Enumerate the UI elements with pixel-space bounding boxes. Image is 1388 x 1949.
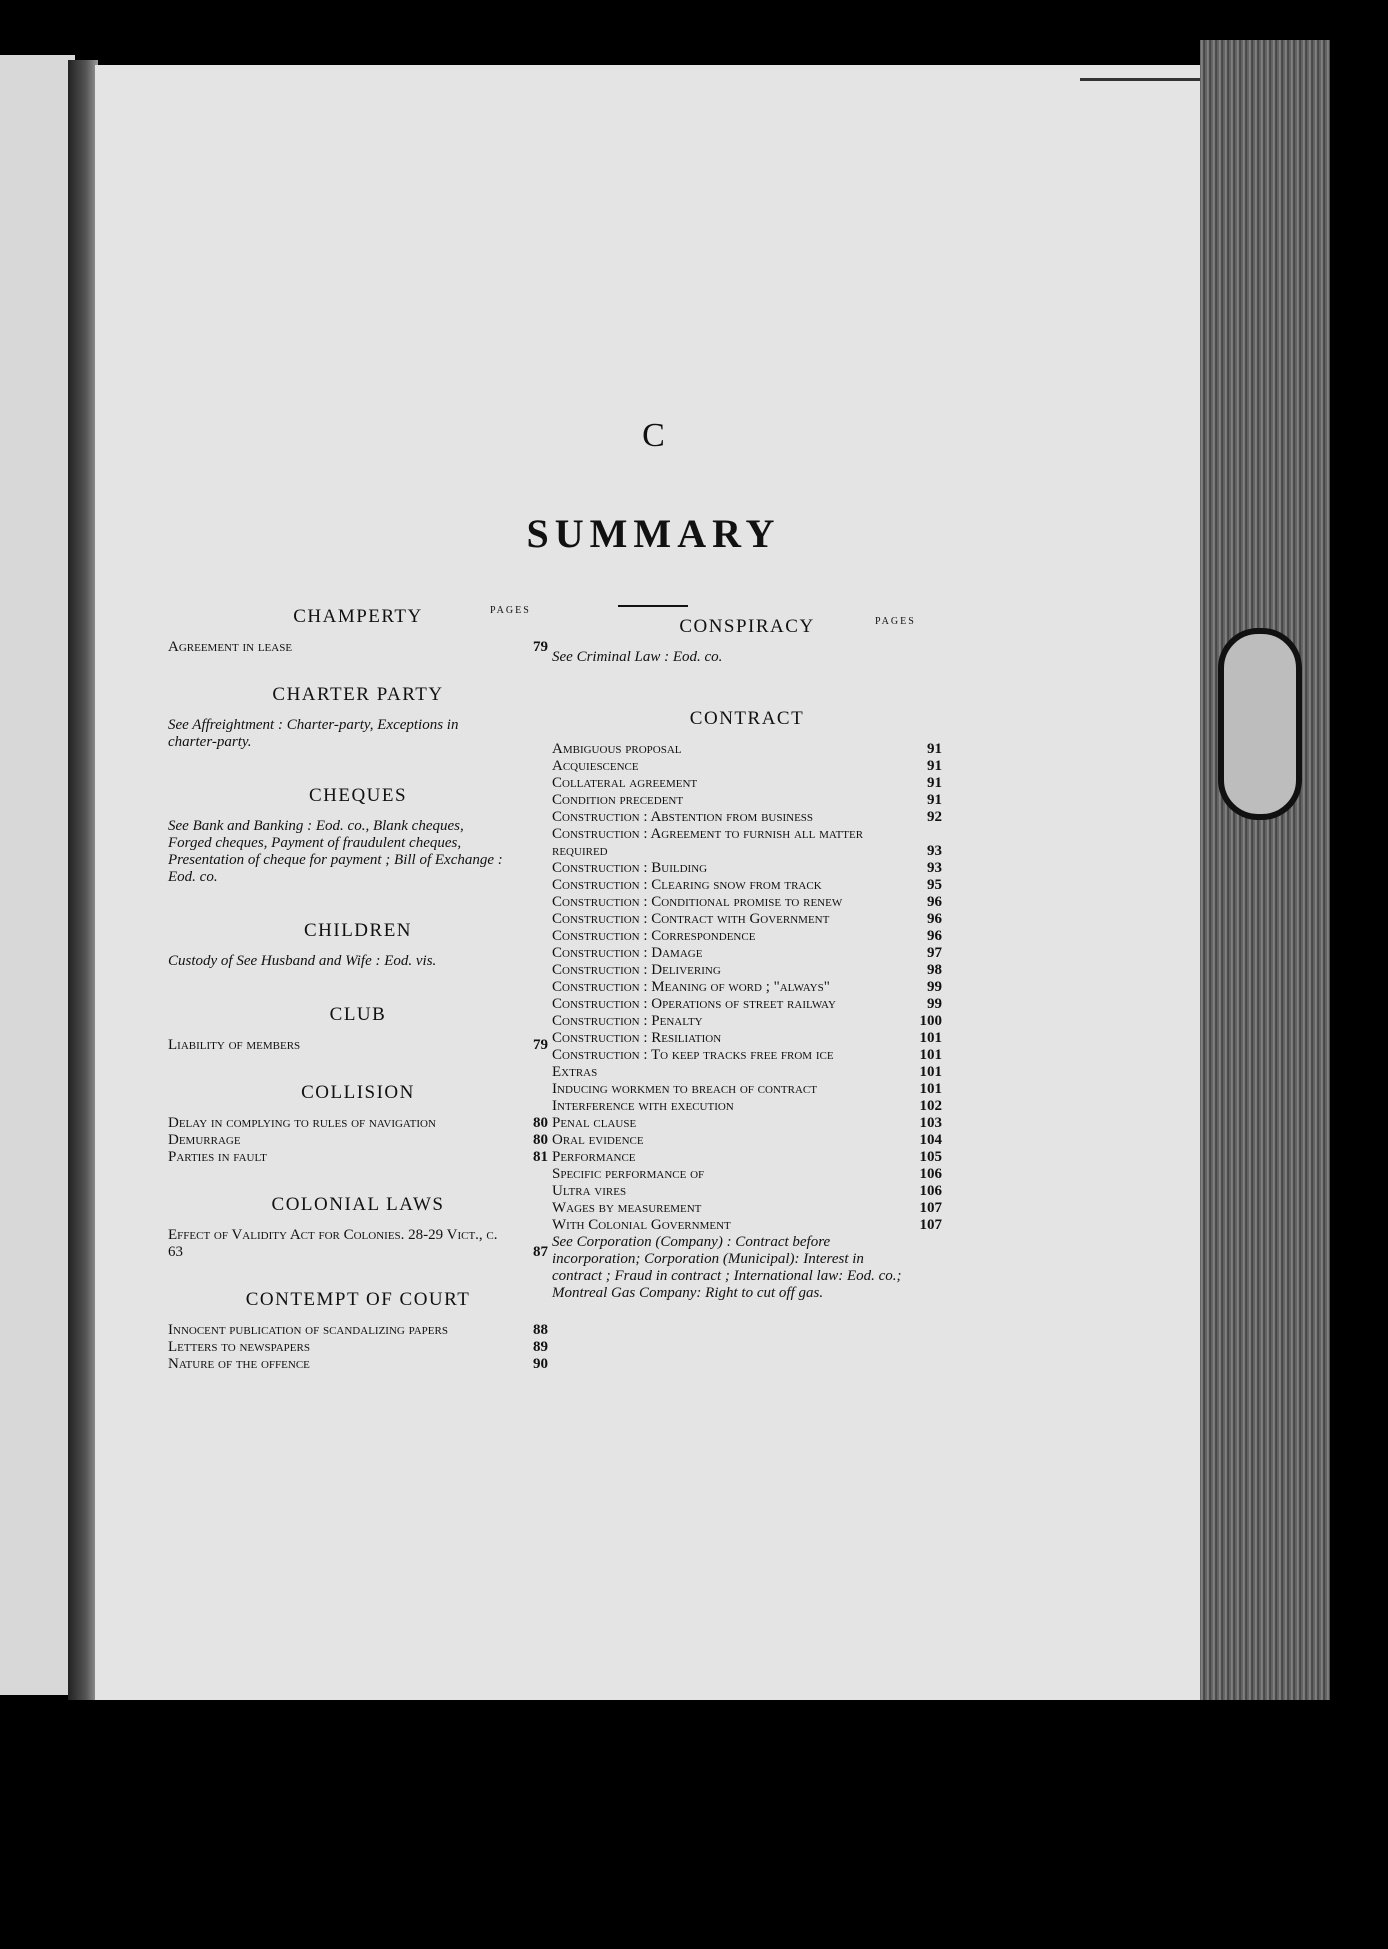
index-row: Parties in fault 81 bbox=[168, 1149, 548, 1165]
index-row: Acquiescence 91 bbox=[552, 758, 942, 774]
stamp-text bbox=[1234, 650, 1274, 790]
index-row: Construction : Conditional promise to renew 96 bbox=[552, 894, 942, 910]
index-row: Extras 101 bbox=[552, 1064, 942, 1080]
index-row: Innocent publication of scandalizing papers 88 bbox=[168, 1322, 548, 1338]
index-row: Construction : Resiliation 101 bbox=[552, 1030, 942, 1046]
index-row: Effect of Validity Act for Colonies. 28-29 Vict., c. 63 87 bbox=[168, 1227, 548, 1260]
pages-label-right: PAGES bbox=[875, 616, 916, 627]
see-reference: See Bank and Banking : Eod. co., Blank cheques, Forged cheques, Payment of fraudulent cheques, Presentation of cheque for payment ; Bill of Exchange : Eod. co. bbox=[168, 818, 503, 885]
heading-club: CLUB bbox=[329, 1004, 387, 1025]
index-row: Oral evidence 104 bbox=[552, 1132, 942, 1148]
index-row: Performance 105 bbox=[552, 1149, 942, 1165]
right-column bbox=[552, 610, 942, 1308]
summary-title: SUMMARY bbox=[526, 511, 781, 556]
index-row: Construction : Damage 97 bbox=[552, 945, 942, 961]
heading-champerty: CHAMPERTY bbox=[293, 606, 423, 627]
heading-colonial-laws: COLONIAL LAWS bbox=[271, 1194, 445, 1215]
index-row: Ultra vires 106 bbox=[552, 1183, 942, 1199]
index-row: Construction : Building 93 bbox=[552, 860, 942, 876]
index-row: Demurrage 80 bbox=[168, 1132, 548, 1148]
index-row: Construction : Contract with Government 96 bbox=[552, 911, 942, 927]
index-row: Construction : Agreement to furnish all matter required 93 bbox=[552, 826, 942, 859]
heading-contract: CONTRACT bbox=[689, 708, 805, 729]
pages-label-left: PAGES bbox=[490, 605, 531, 616]
see-reference: See Corporation (Company) : Contract before incorporation; Corporation (Municipal): Interest in contract ; Fraud in contract ; International law: Eod. co.; Montreal Gas Company: Right to cut off gas. bbox=[552, 1234, 902, 1301]
see-reference: See Criminal Law : Eod. co. bbox=[552, 649, 723, 665]
index-row: Penal clause 103 bbox=[552, 1115, 942, 1131]
index-row: Nature of the offence 90 bbox=[168, 1356, 548, 1372]
index-row: Construction : Correspondence 96 bbox=[552, 928, 942, 944]
heading-contempt-of-court: CONTEMPT OF COURT bbox=[245, 1289, 471, 1310]
index-row: Construction : To keep tracks free from ice 101 bbox=[552, 1047, 942, 1063]
index-row: Liability of members 79 bbox=[168, 1037, 548, 1053]
see-reference: See Affreightment : Charter-party, Exceptions in charter-party. bbox=[168, 717, 459, 750]
see-reference: Custody of See Husband and Wife : Eod. vis. bbox=[168, 953, 437, 969]
index-row: Ambiguous proposal 91 bbox=[552, 741, 942, 757]
book-gutter bbox=[68, 60, 98, 1700]
index-row: Specific performance of 106 bbox=[552, 1166, 942, 1182]
index-row: Construction : Delivering 98 bbox=[552, 962, 942, 978]
title-rule bbox=[618, 605, 688, 607]
heading-cheques: CHEQUES bbox=[308, 785, 408, 806]
page-stack-edge bbox=[1200, 40, 1330, 1700]
index-row: Interference with execution 102 bbox=[552, 1098, 942, 1114]
heading-charter-party: CHARTER PARTY bbox=[272, 684, 444, 705]
heading-collision: COLLISION bbox=[301, 1082, 415, 1103]
heading-children: CHILDREN bbox=[303, 920, 413, 941]
index-row: Wages by measurement 107 bbox=[552, 1200, 942, 1216]
index-row: Construction : Penalty 100 bbox=[552, 1013, 942, 1029]
index-row: Construction : Meaning of word ; "always" 99 bbox=[552, 979, 942, 995]
top-rule bbox=[1080, 78, 1200, 81]
index-row: Condition precedent 91 bbox=[552, 792, 942, 808]
heading-conspiracy: CONSPIRACY bbox=[679, 616, 815, 637]
left-page-edge bbox=[0, 55, 75, 1695]
left-column bbox=[168, 600, 548, 1373]
index-row: With Colonial Government 107 bbox=[552, 1217, 942, 1233]
index-row: Construction : Operations of street railway 99 bbox=[552, 996, 942, 1012]
index-row: Collateral agreement 91 bbox=[552, 775, 942, 791]
index-row: Construction : Clearing snow from track 95 bbox=[552, 877, 942, 893]
contract-rows bbox=[552, 741, 942, 1234]
page bbox=[95, 65, 1210, 1700]
index-row: Agreement in lease 79 bbox=[168, 639, 548, 655]
index-row: Letters to newspapers 89 bbox=[168, 1339, 548, 1355]
index-row: Construction : Abstention from business 92 bbox=[552, 809, 942, 825]
index-row: Inducing workmen to breach of contract 101 bbox=[552, 1081, 942, 1097]
section-letter: C bbox=[642, 417, 665, 454]
index-row: Delay in complying to rules of navigation 80 bbox=[168, 1115, 548, 1131]
